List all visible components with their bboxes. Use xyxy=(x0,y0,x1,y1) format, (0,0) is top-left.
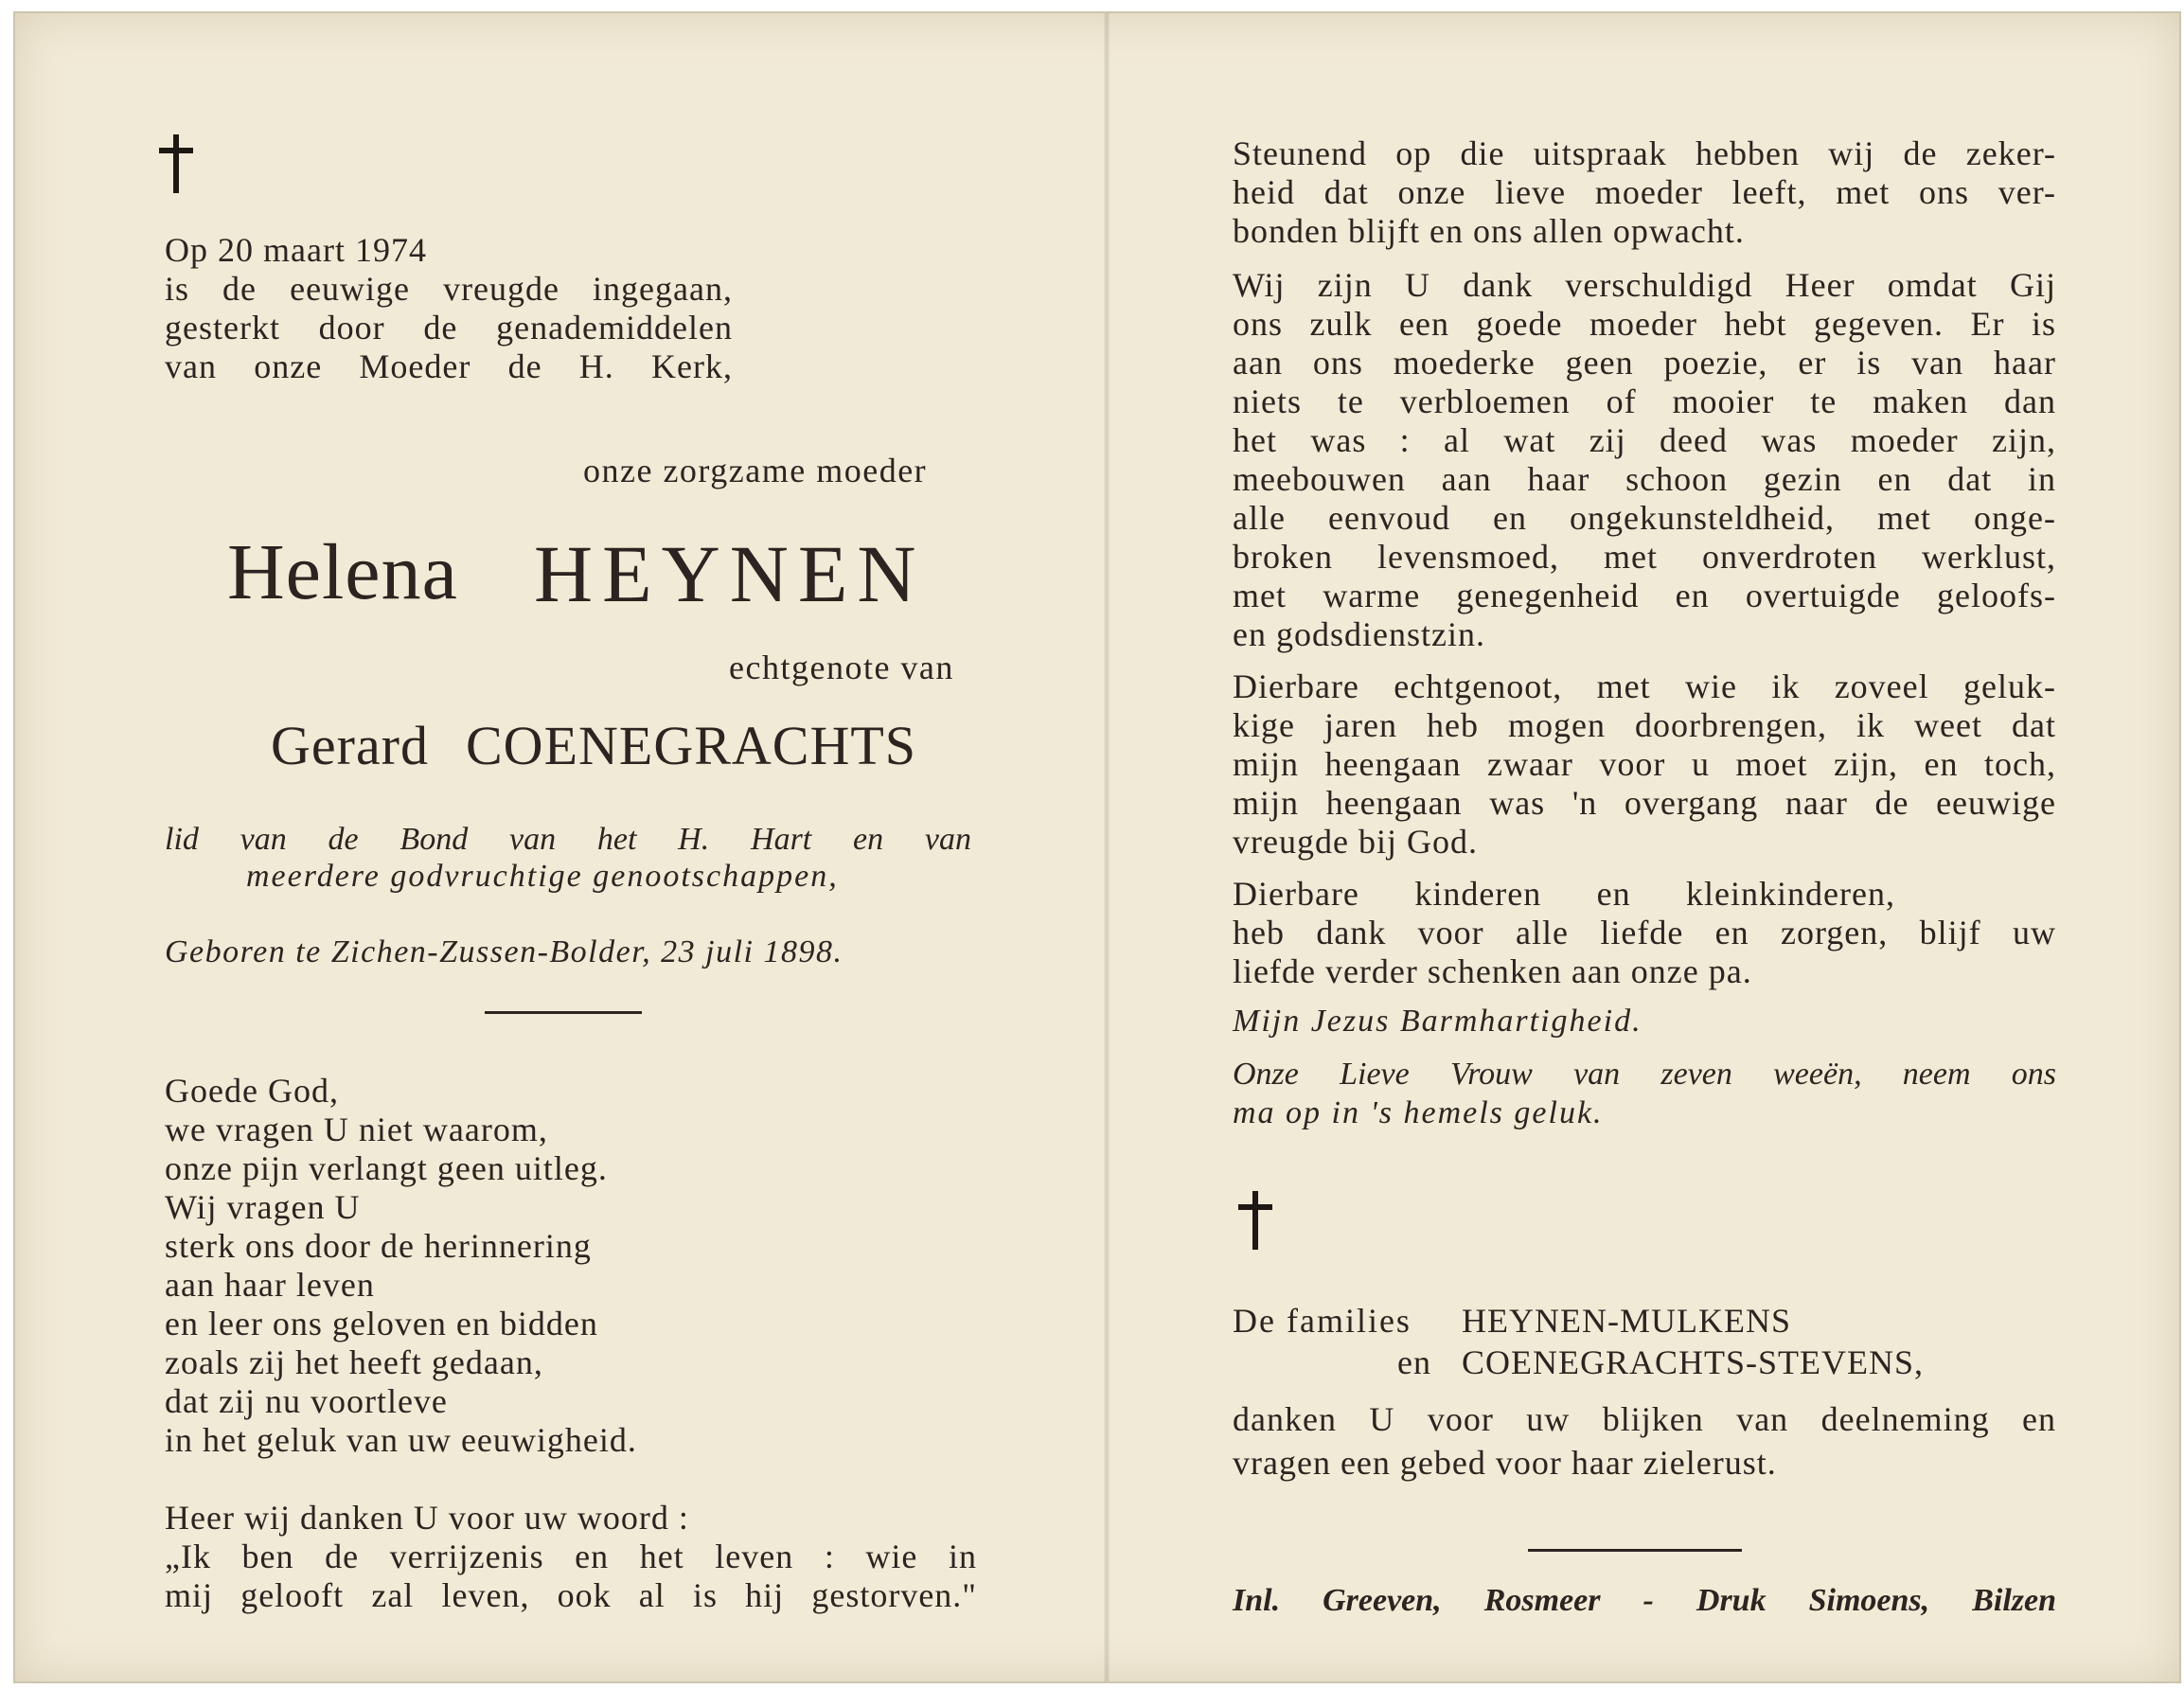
text-line: kige jaren heb mogen doorbrengen, ik weet dat xyxy=(1233,706,2056,744)
prayer-line: en leer ons geloven en bidden xyxy=(165,1305,598,1342)
text-line: ma op in 's hemels geluk. xyxy=(1233,1095,1604,1130)
card-fold xyxy=(1104,13,1110,1681)
paragraph-assurance xyxy=(1233,134,2056,251)
text-line: danken U voor uw blijken van deelneming en xyxy=(1233,1400,2056,1438)
intro-line: van onze Moeder de H. Kerk, xyxy=(165,347,733,385)
text-line xyxy=(1233,875,1895,914)
text-line: bonden blijft en ons allen opwacht. xyxy=(1233,212,1745,250)
text-line: met warme genegenheid en overtuigde geloofs- xyxy=(1233,577,2056,614)
prayer-line: Goede God, xyxy=(165,1072,339,1110)
printer-credit xyxy=(1233,1581,2056,1620)
prayer-line: we vragen U niet waarom, xyxy=(165,1111,548,1148)
spouse-intro: echtgenote van xyxy=(729,649,954,686)
text-line: Wij zijn U dank verschuldigd Heer omdat Gij xyxy=(1233,266,2056,304)
divider-rule xyxy=(1528,1549,1742,1552)
memorial-card xyxy=(13,11,2181,1683)
family-name: COENEGRACHTS-STEVENS, xyxy=(1462,1343,1925,1381)
text-line: meebouwen aan haar schoon gezin en dat in xyxy=(1233,460,2056,498)
prayer-line: onze pijn verlangt geen uitleg. xyxy=(165,1149,608,1187)
text-line: heb dank voor alle liefde en zorgen, blijf uw xyxy=(1233,914,2056,951)
text-line: liefde verder schenken aan onze pa. xyxy=(1233,952,1752,990)
text-line: mijn heengaan was 'n overgang naar de eeuwige xyxy=(1233,784,2056,822)
text-line-inner: Dierbare kinderen en kleinkinderen, xyxy=(1233,875,1895,913)
text-line: vreugde bij God. xyxy=(1233,823,1478,861)
prayer-line: sterk ons door de herinnering xyxy=(165,1227,592,1265)
text-line: alle eenvoud en ongekunsteldheid, met onge- xyxy=(1233,499,2056,537)
family-conjunction: en xyxy=(1397,1343,1431,1381)
thanks-text xyxy=(1233,1397,2056,1485)
text-line: mijn heengaan zwaar voor u moet zijn, en toch, xyxy=(1233,745,2056,783)
text-line: het was : al wat zij deed was moeder zijn, xyxy=(1233,421,2056,459)
text-line: niets te verbloemen of mooier te maken dan xyxy=(1233,382,2056,420)
cross-icon xyxy=(1236,1191,1274,1250)
closing-verse xyxy=(165,1499,977,1615)
intro-line: is de eeuwige vreugde ingegaan, xyxy=(165,270,733,308)
relation-subtitle: onze zorgzame moeder xyxy=(583,452,928,489)
text-line: aan ons moederke geen poezie, er is van haar xyxy=(1233,344,2056,382)
intro-line: gesterkt door de genademiddelen xyxy=(165,309,733,347)
prayer-line: aan haar leven xyxy=(165,1266,375,1304)
text-line: Onze Lieve Vrouw van zeven weeën, neem ons xyxy=(1233,1057,2056,1092)
closing-line: „Ik ben de verrijzenis en het leven : wie in xyxy=(165,1538,977,1575)
invocation-mary xyxy=(1233,1055,2056,1132)
printer-text: Inl. Greeven, Rosmeer - Druk Simoens, Bilzen xyxy=(1233,1583,2056,1618)
prayer-line: zoals zij het heeft gedaan, xyxy=(165,1343,543,1381)
deceased-given-name: Helena xyxy=(227,528,458,616)
prayer-line: in het geluk van uw eeuwigheid. xyxy=(165,1421,637,1459)
paragraph-children xyxy=(1233,875,2056,991)
death-announcement xyxy=(165,231,733,386)
deceased-surname: HEYNEN xyxy=(534,528,926,619)
paragraph-spouse xyxy=(1233,667,2056,862)
membership-text: lid van de Bond van het H. Hart en van xyxy=(165,822,971,857)
text-line: ons zulk een goede moeder hebt gegeven. Er is xyxy=(1233,305,2056,343)
family-name: HEYNEN-MULKENS xyxy=(1462,1302,1791,1340)
prayer xyxy=(165,1072,637,1460)
text-line: Dierbare echtgenoot, met wie ik zoveel geluk- xyxy=(1233,667,2056,705)
prayer-line: dat zij nu voortleve xyxy=(165,1382,448,1420)
paragraph-gratitude xyxy=(1233,266,2056,654)
cross-icon xyxy=(157,134,195,193)
intro-line: Op 20 maart 1974 xyxy=(165,231,427,269)
text-line: broken levensmoed, met onverdroten werklust, xyxy=(1233,538,2056,576)
text-line: Steunend op die uitspraak hebben wij de zeker- xyxy=(1233,134,2056,172)
families-intro: De families xyxy=(1233,1302,1412,1340)
spouse-given-name: Gerard xyxy=(271,715,430,776)
birth-info: Geboren te Zichen-Zussen-Bolder, 23 juli 1898. xyxy=(165,934,843,969)
text-line: heid dat onze lieve moeder leeft, met ons ver- xyxy=(1233,173,2056,211)
text-line: vragen een gebed voor haar zielerust. xyxy=(1233,1444,1777,1482)
invocation: Mijn Jezus Barmhartigheid. xyxy=(1233,1004,1642,1039)
text-line: en godsdienstzin. xyxy=(1233,615,1485,653)
membership-line xyxy=(165,820,971,859)
membership-line: meerdere godvruchtige genootschappen, xyxy=(246,859,839,894)
closing-line: mij gelooft zal leven, ook al is hij gestorven." xyxy=(165,1576,977,1614)
prayer-line: Wij vragen U xyxy=(165,1188,361,1226)
divider-rule xyxy=(485,1011,642,1014)
spouse-surname: COENEGRACHTS xyxy=(466,715,917,776)
closing-line: Heer wij danken U voor uw woord : xyxy=(165,1499,689,1537)
